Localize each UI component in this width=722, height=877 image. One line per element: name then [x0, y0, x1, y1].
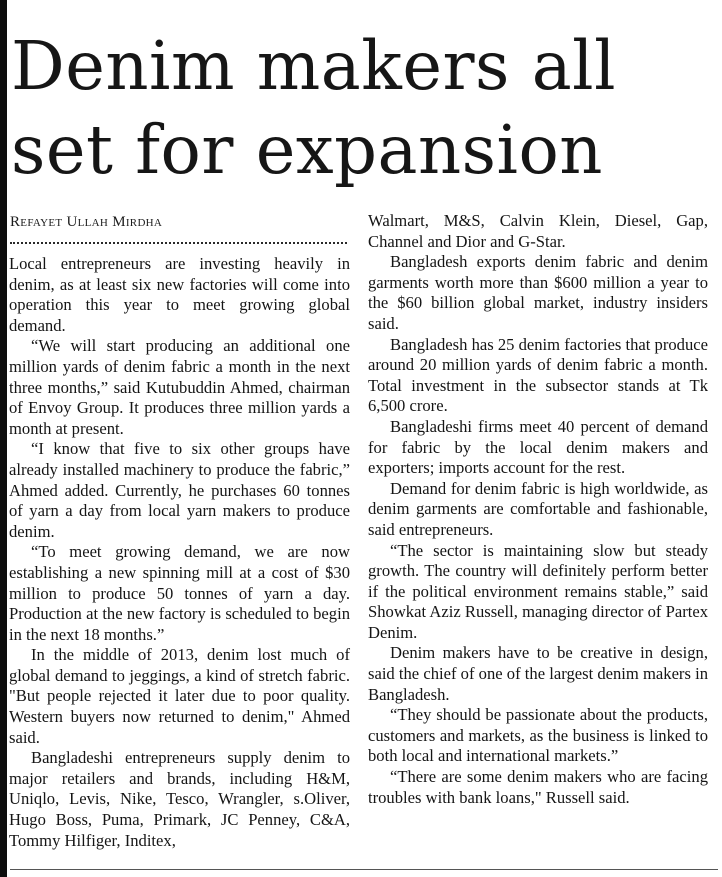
article-byline: Refayet Ullah Mirdha [10, 214, 163, 230]
paragraph: Bangladesh exports denim fabric and denim garments worth more than $600 million a year to the $60 billion global market, industry insiders said. [368, 252, 708, 333]
paragraph: “I know that five to six other groups have already installed machinery to produce the fabric,” Ahmed added. Currently, he purchases 60 tonnes of yarn a day from local yarn makers to produce denim. [9, 439, 350, 541]
paragraph: Bangladesh has 25 denim factories that produce around 20 million yards of denim fabric a month. Total investment in the subsector stands at Tk 6,500 crore. [368, 334, 708, 416]
paragraph: “They should be passionate about the products, customers and markets, as the business is linked to both local and international markets.” [368, 705, 708, 766]
bottom-divider [10, 869, 718, 870]
paragraph: Bangladeshi firms meet 40 percent of demand for fabric by the local denim makers and exporters; imports account for the rest. [368, 416, 708, 478]
paragraph: Demand for denim fabric is high worldwide, as denim garments are comfortable and fashionable, said entrepreneurs. [368, 478, 708, 539]
paragraph: Walmart, M&S, Calvin Klein, Diesel, Gap, Channel and Dior and G-Star. [368, 211, 708, 251]
article-headline: Denim makers all set for expansion [11, 27, 617, 189]
article-column-2 [368, 211, 708, 808]
paragraph: “The sector is maintaining slow but steady growth. The country will definitely perform better if the political environment remains stable,” said Showkat Aziz Russell, managing director of Partex Denim. [368, 540, 708, 642]
paragraph: “We will start producing an additional one million yards of denim fabric a month in the next three months,” said Kutubuddin Ahmed, chairman of Envoy Group. It produces three million yards a month at present. [9, 336, 350, 438]
paragraph: Bangladeshi entrepreneurs supply denim to major retailers and brands, including H&M, Uniqlo, Levis, Nike, Tesco, Wrangler, s.Oliver, Hugo Boss, Puma, Primark, JC Penney, C&A, Tommy Hilfiger, Inditex, [9, 748, 350, 850]
paragraph: In the middle of 2013, denim lost much of global demand to jeggings, a kind of stretch fabric. "But people rejected it later due to poor quality. Western buyers now returned to denim," Ahmed said. [9, 645, 350, 747]
paragraph: Local entrepreneurs are investing heavily in denim, as at least six new factories will come into operation this year to meet growing global demand. [9, 254, 350, 335]
paragraph: “There are some denim makers who are facing troubles with bank loans," Russell said. [368, 767, 708, 807]
paragraph: “To meet growing demand, we are now establishing a new spinning mill at a cost of $30 million to produce 50 tonnes of yarn a day. Production at the new factory is scheduled to begin in the next 18 months.” [9, 542, 350, 644]
article-column-1 [9, 254, 350, 851]
byline-divider [10, 242, 347, 244]
page-edge-bar [0, 0, 7, 877]
paragraph: Denim makers have to be creative in design, said the chief of one of the largest denim makers in Bangladesh. [368, 643, 708, 704]
